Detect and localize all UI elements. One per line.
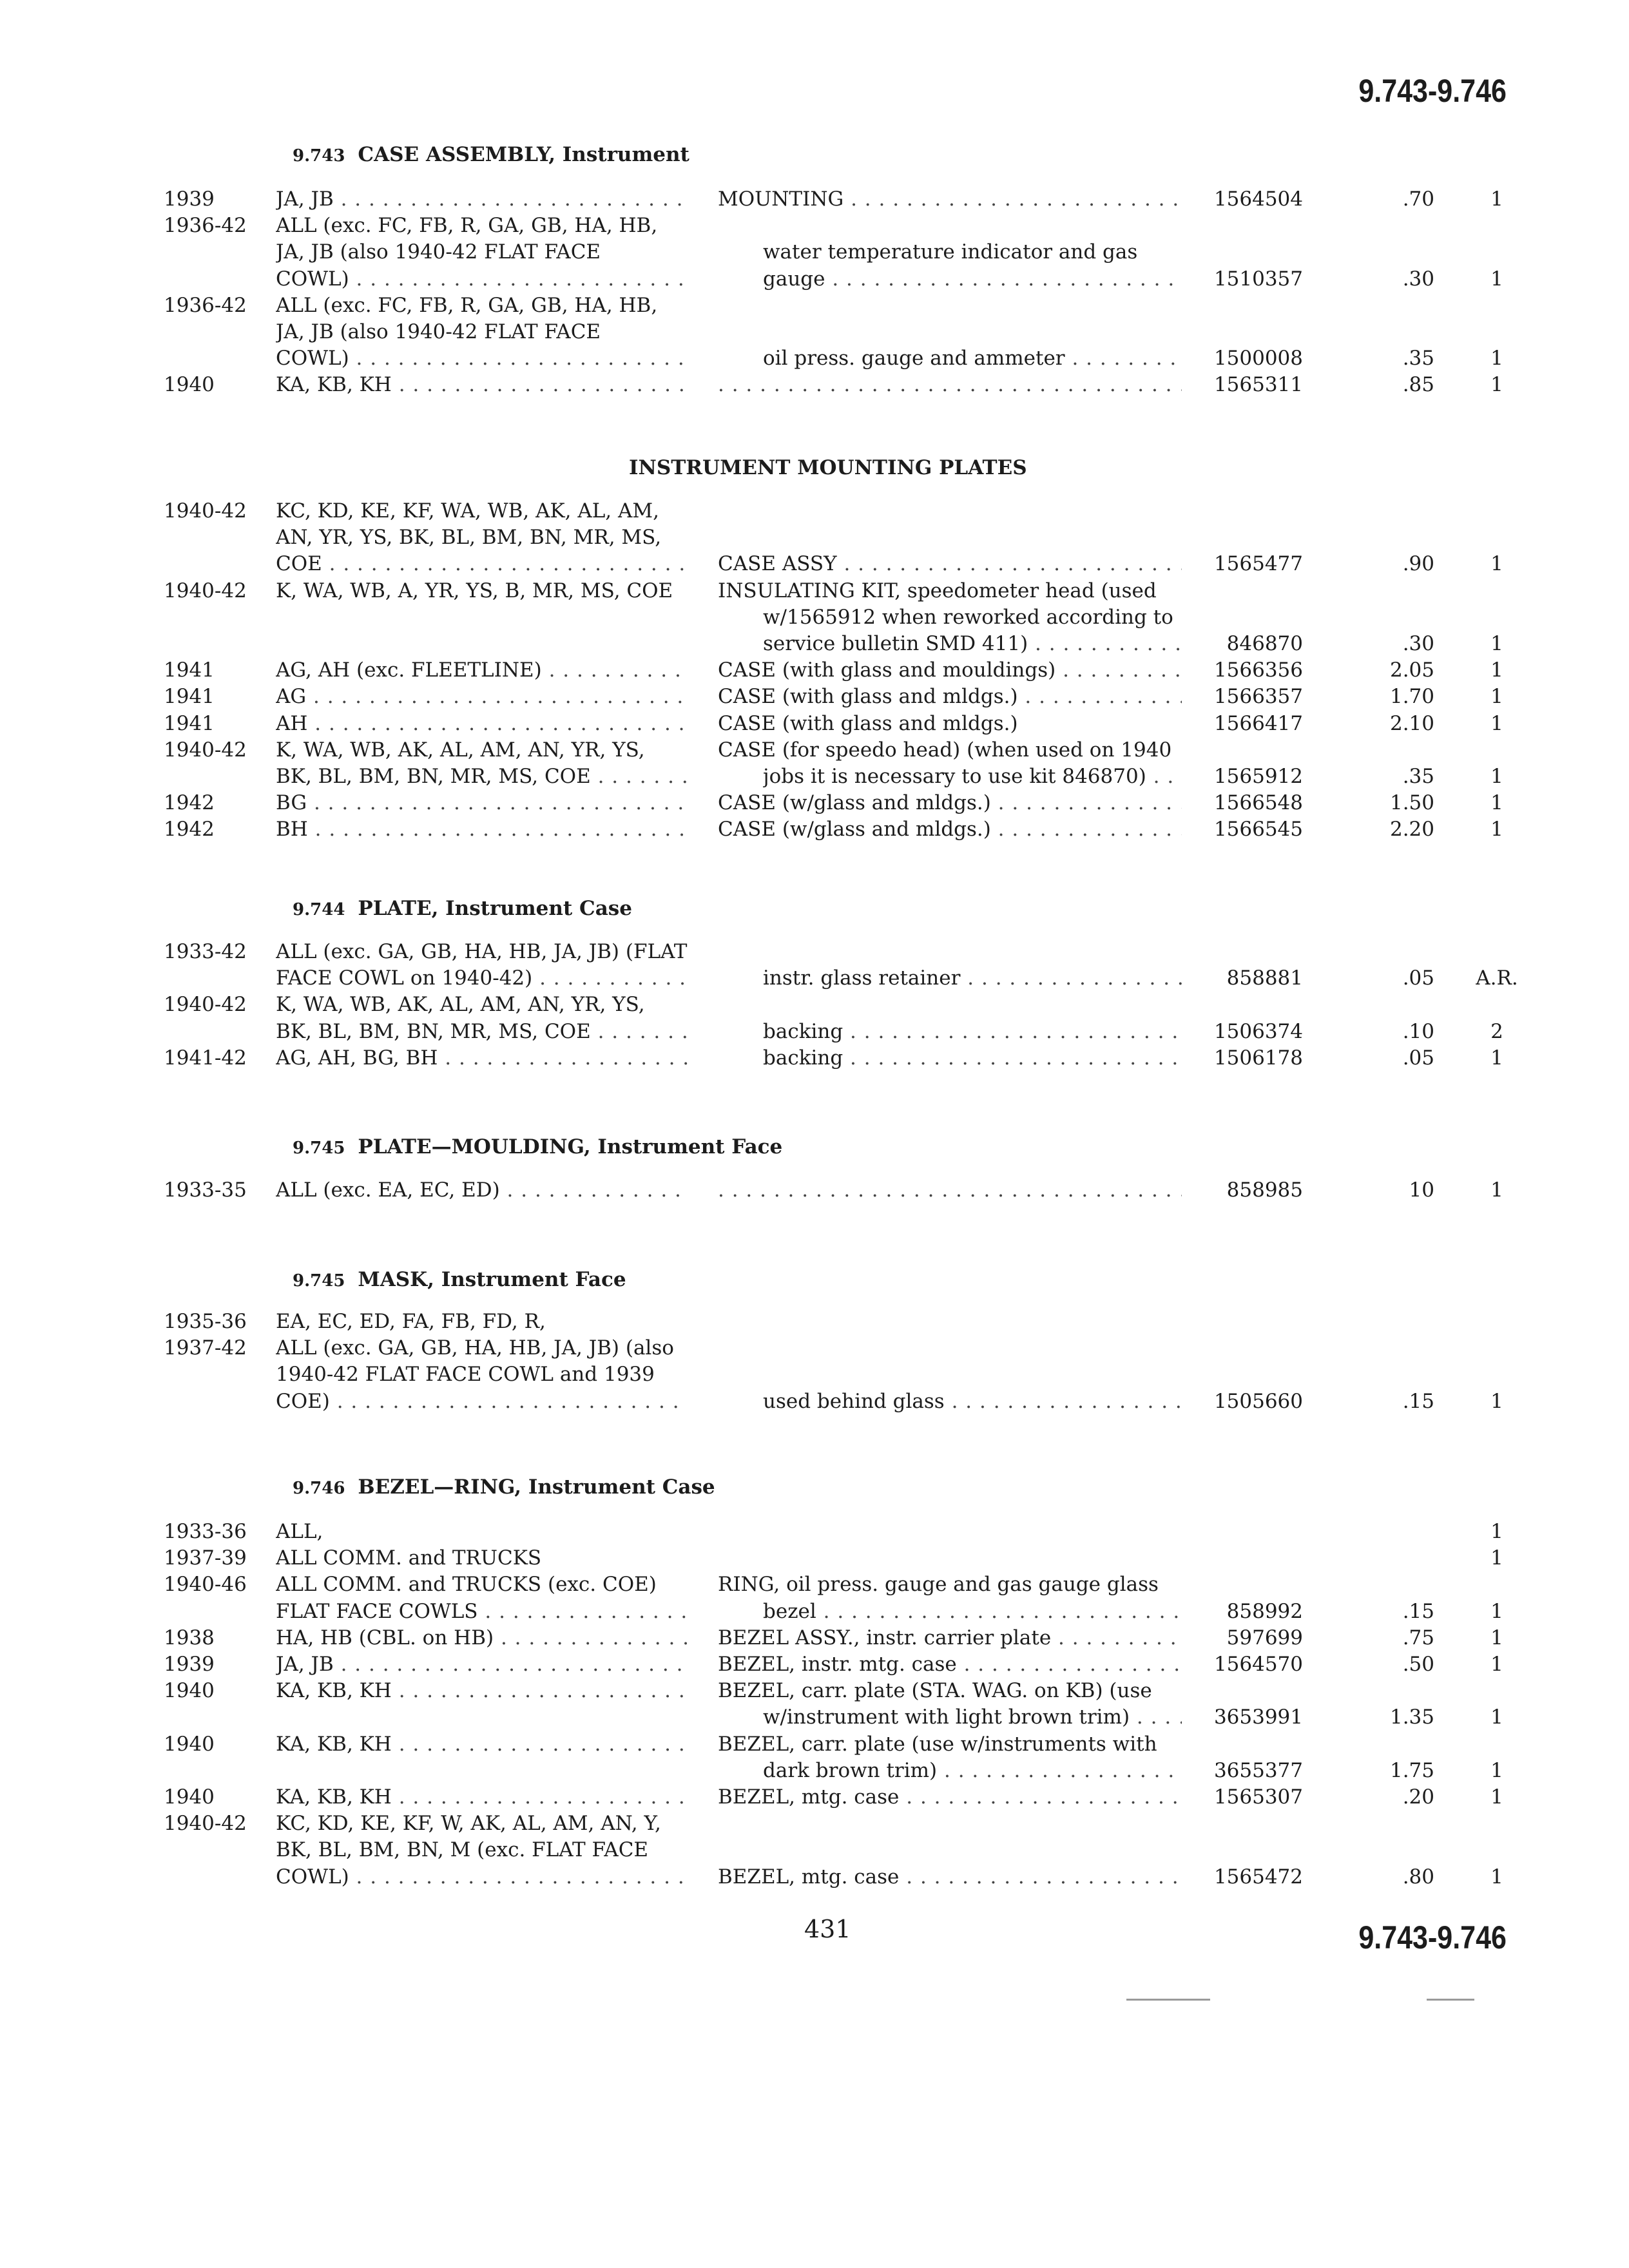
- description-cell: CASE (w/glass and mldgs.) . . .: [718, 789, 1182, 816]
- section-heading: [293, 897, 632, 920]
- section-number: 9.744: [293, 900, 345, 919]
- table-row: [0, 292, 1629, 319]
- part-number-cell: 3653991: [1213, 1706, 1303, 1729]
- quantity-cell: 1: [1490, 1046, 1503, 1070]
- models-cell: KA, KB, KH . . .: [276, 371, 688, 398]
- description-cell: backing . . .: [763, 1044, 1182, 1072]
- description-cell: CASE (with glass and mldgs.) . . .: [718, 683, 1182, 710]
- models-cell: JA, JB (also 1940-42 FLAT FACE: [276, 320, 601, 343]
- year-cell: 1940-42: [164, 738, 247, 762]
- part-number-cell: 1565912: [1213, 765, 1303, 788]
- quantity-cell: 1: [1490, 1546, 1503, 1570]
- year-cell: 1933-35: [164, 1178, 247, 1202]
- models-cell: BG . . .: [276, 789, 688, 816]
- description-cell: oil press. gauge and ammeter . . .: [763, 345, 1182, 372]
- year-cell: 1942: [164, 818, 215, 841]
- description-cell: service bulletin SMD 411) . . .: [763, 630, 1182, 657]
- description-cell: BEZEL, mtg. case . . .: [718, 1863, 1182, 1890]
- description-cell: [718, 371, 1182, 398]
- description-cell: used behind glass . . .: [763, 1388, 1182, 1415]
- description-cell: w/1565912 when reworked according to: [763, 606, 1173, 629]
- part-number-cell: 1565477: [1213, 552, 1303, 575]
- models-cell: KA, KB, KH . . .: [276, 1783, 688, 1811]
- table-row: [0, 577, 1629, 604]
- quantity-cell: 1: [1490, 658, 1503, 682]
- quantity-cell: 1: [1490, 1600, 1503, 1623]
- price-cell: .75: [1402, 1626, 1434, 1649]
- year-cell: 1942: [164, 791, 215, 814]
- year-cell: 1939: [164, 1653, 215, 1676]
- table-row: [0, 497, 1629, 524]
- part-number-cell: 1566417: [1213, 712, 1303, 735]
- quantity-cell: 1: [1490, 187, 1503, 211]
- part-number-cell: 858992: [1226, 1600, 1303, 1623]
- table-row: [0, 938, 1629, 965]
- quantity-cell: 1: [1490, 1178, 1503, 1202]
- table-row: [0, 1651, 1629, 1678]
- table-row: [0, 345, 1629, 372]
- part-number-cell: 3655377: [1213, 1759, 1303, 1782]
- table-row: [0, 318, 1629, 345]
- part-number-cell: 1565307: [1213, 1785, 1303, 1809]
- price-cell: 2.05: [1389, 658, 1434, 682]
- section-number: 9.743: [293, 146, 345, 166]
- description-cell: [718, 1177, 1182, 1204]
- part-number-cell: 1505660: [1213, 1390, 1303, 1413]
- models-cell: JA, JB . . .: [276, 186, 688, 213]
- table-row: [0, 1308, 1629, 1335]
- price-cell: 2.10: [1389, 712, 1434, 735]
- section-title: MASK, Instrument Face: [358, 1268, 626, 1291]
- table-row: [0, 657, 1629, 684]
- part-number-cell: 1566357: [1213, 685, 1303, 708]
- year-cell: 1941: [164, 685, 215, 708]
- description-cell: CASE (with glass and mouldings) . . .: [718, 657, 1182, 684]
- quantity-cell: 1: [1490, 1865, 1503, 1888]
- section-title: PLATE—MOULDING, Instrument Face: [358, 1135, 783, 1158]
- models-cell: JA, JB . . .: [276, 1651, 688, 1678]
- page-number: 431: [804, 1915, 851, 1943]
- scan-artifact: [1126, 1999, 1210, 2001]
- section-number: 9.746: [293, 1479, 345, 1498]
- price-cell: .05: [1402, 966, 1434, 990]
- quantity-cell: 1: [1490, 267, 1503, 291]
- price-cell: .50: [1402, 1653, 1434, 1676]
- year-cell: 1940: [164, 1785, 215, 1809]
- models-cell: BK, BL, BM, BN, M (exc. FLAT FACE: [276, 1838, 649, 1861]
- table-row: [0, 1863, 1629, 1890]
- models-cell: ALL COMM. and TRUCKS (exc. COE): [276, 1573, 657, 1596]
- section-heading: [629, 456, 1027, 479]
- models-cell: K, WA, WB, AK, AL, AM, AN, YR, YS,: [276, 738, 645, 762]
- table-row: [0, 630, 1629, 657]
- price-cell: .30: [1402, 632, 1434, 655]
- description-cell: backing . . .: [763, 1018, 1182, 1045]
- models-cell: KA, KB, KH . . .: [276, 1731, 688, 1758]
- quantity-cell: 1: [1490, 347, 1503, 370]
- quantity-cell: 1: [1490, 791, 1503, 814]
- section-number: 9.745: [293, 1139, 345, 1158]
- section-title: CASE ASSEMBLY, Instrument: [358, 143, 689, 166]
- description-cell: water temperature indicator and gas: [763, 240, 1138, 264]
- year-cell: 1936-42: [164, 214, 247, 237]
- table-row: [0, 1783, 1629, 1811]
- table-row: [0, 763, 1629, 790]
- description-cell: RING, oil press. gauge and gas gauge glass: [718, 1573, 1159, 1596]
- year-cell: 1935-36: [164, 1310, 247, 1333]
- year-cell: 1940: [164, 373, 215, 396]
- table-row: [0, 1704, 1629, 1731]
- description-cell: gauge . . .: [763, 265, 1182, 293]
- description-cell: jobs it is necessary to use kit 846870) . . .: [763, 763, 1182, 790]
- models-cell: COE . . .: [276, 550, 688, 577]
- table-row: [0, 736, 1629, 764]
- table-row: [0, 1177, 1629, 1204]
- part-number-cell: 597699: [1226, 1626, 1303, 1649]
- year-cell: 1933-36: [164, 1520, 247, 1543]
- year-cell: 1940-42: [164, 579, 247, 602]
- price-cell: 1.75: [1389, 1759, 1434, 1782]
- price-cell: .10: [1402, 1020, 1434, 1043]
- models-cell: K, WA, WB, AK, AL, AM, AN, YR, YS,: [276, 993, 645, 1016]
- price-cell: .85: [1402, 373, 1434, 396]
- price-cell: 1.50: [1389, 791, 1434, 814]
- table-row: [0, 1388, 1629, 1415]
- table-row: [0, 965, 1629, 992]
- section-heading: [293, 1268, 626, 1291]
- year-cell: 1938: [164, 1626, 215, 1649]
- models-cell: BH . . .: [276, 816, 688, 843]
- models-cell: EA, EC, ED, FA, FB, FD, R,: [276, 1310, 546, 1333]
- section-heading: [293, 143, 689, 166]
- table-row: [0, 1334, 1629, 1361]
- models-cell: KC, KD, KE, KF, W, AK, AL, AM, AN, Y,: [276, 1812, 661, 1835]
- part-number-cell: 858881: [1226, 966, 1303, 990]
- year-cell: 1936-42: [164, 294, 247, 317]
- table-row: [0, 1624, 1629, 1651]
- table-row: [0, 212, 1629, 239]
- quantity-cell: 1: [1490, 1759, 1503, 1782]
- section-title: PLATE, Instrument Case: [358, 897, 632, 920]
- year-cell: 1939: [164, 187, 215, 211]
- models-cell: ALL (exc. GA, GB, HA, HB, JA, JB) (also: [276, 1336, 674, 1360]
- part-number-cell: 1510357: [1213, 267, 1303, 291]
- description-cell: MOUNTING . . .: [718, 186, 1182, 213]
- quantity-cell: 1: [1490, 712, 1503, 735]
- section-title: BEZEL—RING, Instrument Case: [358, 1475, 715, 1499]
- models-cell: K, WA, WB, A, YR, YS, B, MR, MS, COE: [276, 579, 673, 602]
- models-cell: AG . . .: [276, 683, 688, 710]
- table-row: [0, 1544, 1629, 1571]
- table-row: [0, 1731, 1629, 1758]
- description-cell: CASE (for speedo head) (when used on 1940: [718, 738, 1172, 762]
- table-row: [0, 371, 1629, 398]
- models-cell: AG, AH (exc. FLEETLINE) . . .: [276, 657, 688, 684]
- table-row: [0, 265, 1629, 293]
- part-number-cell: 1565311: [1213, 373, 1303, 396]
- models-cell: KC, KD, KE, KF, WA, WB, AK, AL, AM,: [276, 499, 659, 523]
- year-cell: 1941-42: [164, 1046, 247, 1070]
- quantity-cell: 1: [1490, 1785, 1503, 1809]
- table-row: [0, 1361, 1629, 1388]
- part-number-cell: 858985: [1226, 1178, 1303, 1202]
- year-cell: 1940: [164, 1679, 215, 1702]
- price-cell: .90: [1402, 552, 1434, 575]
- part-number-cell: 846870: [1226, 632, 1303, 655]
- table-row: [0, 1677, 1629, 1704]
- price-cell: .70: [1402, 187, 1434, 211]
- description-cell: w/instrument with light brown trim) . . .: [763, 1704, 1182, 1731]
- models-cell: COWL) . . .: [276, 345, 688, 372]
- quantity-cell: 1: [1490, 765, 1503, 788]
- year-cell: 1940-42: [164, 1812, 247, 1835]
- section-heading: [293, 1135, 782, 1158]
- quantity-cell: 1: [1490, 1653, 1503, 1676]
- part-number-cell: 1564504: [1213, 187, 1303, 211]
- models-cell: ALL (exc. FC, FB, R, GA, GB, HA, HB,: [276, 294, 658, 317]
- models-cell: COE) . . .: [276, 1388, 688, 1415]
- quantity-cell: 1: [1490, 632, 1503, 655]
- quantity-cell: 1: [1490, 818, 1503, 841]
- description-cell: BEZEL, instr. mtg. case . . .: [718, 1651, 1182, 1678]
- year-cell: 1941: [164, 658, 215, 682]
- quantity-cell: 1: [1490, 1706, 1503, 1729]
- part-number-cell: 1566548: [1213, 791, 1303, 814]
- description-cell: BEZEL, mtg. case . . .: [718, 1783, 1182, 1811]
- part-number-cell: 1506374: [1213, 1020, 1303, 1043]
- description-cell: instr. glass retainer . . .: [763, 965, 1182, 992]
- section-heading: [293, 1475, 715, 1499]
- part-number-cell: 1506178: [1213, 1046, 1303, 1070]
- table-row: [0, 710, 1629, 737]
- description-cell: CASE ASSY . . .: [718, 550, 1182, 577]
- quantity-cell: 2: [1490, 1020, 1503, 1043]
- models-cell: FACE COWL on 1940-42) . . .: [276, 965, 688, 992]
- models-cell: KA, KB, KH . . .: [276, 1677, 688, 1704]
- models-cell: ALL (exc. EA, EC, ED) . . .: [276, 1177, 688, 1204]
- quantity-cell: 1: [1490, 373, 1503, 396]
- models-cell: ALL COMM. and TRUCKS: [276, 1546, 542, 1570]
- models-cell: BK, BL, BM, BN, MR, MS, COE . . .: [276, 763, 688, 790]
- quantity-cell: 1: [1490, 1626, 1503, 1649]
- part-number-cell: 1500008: [1213, 347, 1303, 370]
- table-row: [0, 1836, 1629, 1863]
- quantity-cell: A.R.: [1476, 966, 1518, 990]
- models-cell: COWL) . . .: [276, 265, 688, 293]
- section-number: 9.745: [293, 1271, 345, 1291]
- table-row: [0, 1044, 1629, 1072]
- section-title: INSTRUMENT MOUNTING PLATES: [629, 456, 1027, 479]
- price-cell: 1.70: [1389, 685, 1434, 708]
- models-cell: BK, BL, BM, BN, MR, MS, COE . . .: [276, 1018, 688, 1045]
- table-row: [0, 991, 1629, 1018]
- year-cell: 1940-42: [164, 993, 247, 1016]
- models-cell: AN, YR, YS, BK, BL, BM, BN, MR, MS,: [276, 526, 662, 549]
- models-cell: JA, JB (also 1940-42 FLAT FACE: [276, 240, 601, 264]
- price-cell: .05: [1402, 1046, 1434, 1070]
- year-cell: 1941: [164, 712, 215, 735]
- price-cell: .15: [1402, 1600, 1434, 1623]
- description-cell: dark brown trim) . . .: [763, 1757, 1182, 1784]
- quantity-cell: 1: [1490, 685, 1503, 708]
- price-cell: .15: [1402, 1390, 1434, 1413]
- table-row: [0, 550, 1629, 577]
- price-cell: .20: [1402, 1785, 1434, 1809]
- description-cell: bezel . . .: [763, 1598, 1182, 1625]
- description-cell: BEZEL, carr. plate (STA. WAG. on KB) (use: [718, 1679, 1152, 1702]
- page-footer-range: 9.743-9.746: [1358, 1919, 1507, 1956]
- description-cell: CASE (w/glass and mldgs.) . . .: [718, 816, 1182, 843]
- price-cell: .35: [1402, 347, 1434, 370]
- price-cell: .35: [1402, 765, 1434, 788]
- table-row: [0, 604, 1629, 631]
- part-number-cell: 1566356: [1213, 658, 1303, 682]
- models-cell: 1940-42 FLAT FACE COWL and 1939: [276, 1363, 655, 1386]
- year-cell: 1940-46: [164, 1573, 247, 1596]
- year-cell: 1940-42: [164, 499, 247, 523]
- quantity-cell: 1: [1490, 552, 1503, 575]
- part-number-cell: 1565472: [1213, 1865, 1303, 1888]
- price-cell: 2.20: [1389, 818, 1434, 841]
- table-row: [0, 1018, 1629, 1045]
- year-cell: 1937-42: [164, 1336, 247, 1360]
- table-row: [0, 238, 1629, 265]
- part-number-cell: 1566545: [1213, 818, 1303, 841]
- table-row: [0, 1598, 1629, 1625]
- year-cell: 1937-39: [164, 1546, 247, 1570]
- table-row: [0, 683, 1629, 710]
- models-cell: ALL,: [276, 1520, 323, 1543]
- models-cell: AH . . .: [276, 710, 688, 737]
- table-row: [0, 1571, 1629, 1598]
- models-cell: FLAT FACE COWLS . . .: [276, 1598, 688, 1625]
- models-cell: ALL (exc. GA, GB, HA, HB, JA, JB) (FLAT: [276, 940, 688, 963]
- price-cell: 10: [1409, 1178, 1434, 1202]
- models-cell: ALL (exc. FC, FB, R, GA, GB, HA, HB,: [276, 214, 658, 237]
- description-cell: CASE (with glass and mldgs.): [718, 712, 1018, 735]
- quantity-cell: 1: [1490, 1520, 1503, 1543]
- models-cell: AG, AH, BG, BH . . .: [276, 1044, 688, 1072]
- models-cell: HA, HB (CBL. on HB) . . .: [276, 1624, 688, 1651]
- description-cell: INSULATING KIT, speedometer head (used: [718, 579, 1157, 602]
- part-number-cell: 1564570: [1213, 1653, 1303, 1676]
- scan-artifact: [1427, 1999, 1474, 2001]
- page-header-range: 9.743-9.746: [1358, 73, 1507, 109]
- table-row: [0, 1518, 1629, 1545]
- description-cell: BEZEL ASSY., instr. carrier plate . . .: [718, 1624, 1182, 1651]
- table-row: [0, 1757, 1629, 1784]
- table-row: [0, 186, 1629, 213]
- quantity-cell: 1: [1490, 1390, 1503, 1413]
- table-row: [0, 1810, 1629, 1837]
- table-row: [0, 789, 1629, 816]
- price-cell: .80: [1402, 1865, 1434, 1888]
- price-cell: .30: [1402, 267, 1434, 291]
- description-cell: BEZEL, carr. plate (use w/instruments with: [718, 1733, 1157, 1756]
- table-row: [0, 816, 1629, 843]
- price-cell: 1.35: [1389, 1706, 1434, 1729]
- models-cell: COWL) . . .: [276, 1863, 688, 1890]
- year-cell: 1940: [164, 1733, 215, 1756]
- table-row: [0, 524, 1629, 551]
- year-cell: 1933-42: [164, 940, 247, 963]
